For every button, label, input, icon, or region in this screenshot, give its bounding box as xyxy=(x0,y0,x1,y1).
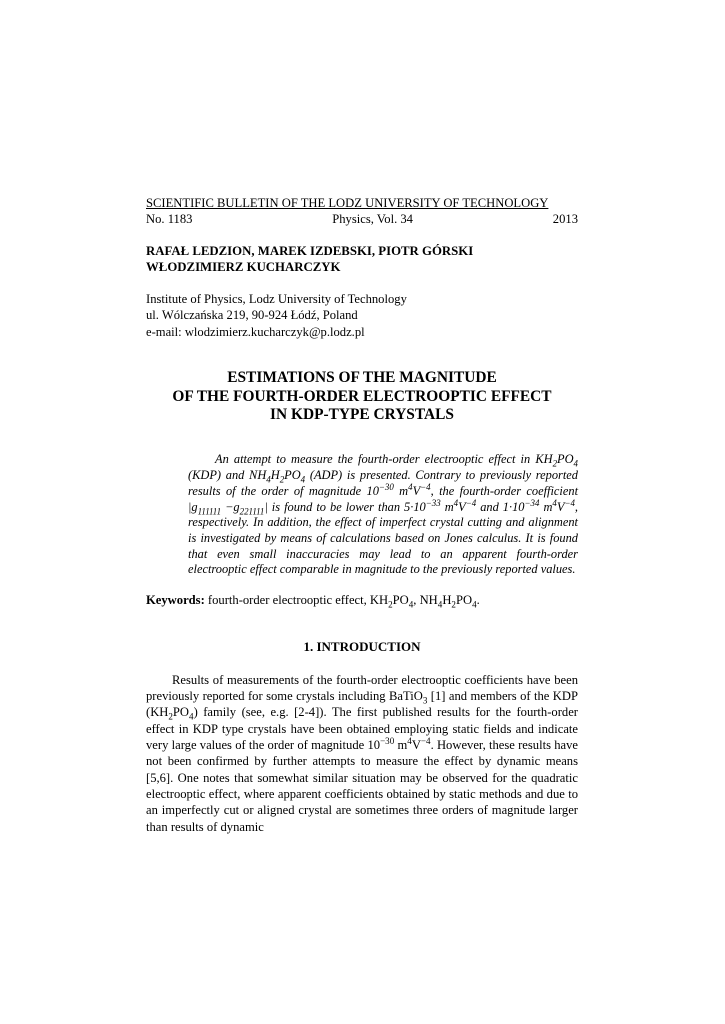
email: e-mail: wlodzimierz.kucharczyk@p.lodz.pl xyxy=(146,324,365,339)
author-line-2: WŁODZIMIERZ KUCHARCZYK xyxy=(146,260,341,275)
issue-volume: Physics, Vol. 34 xyxy=(332,212,413,227)
paper-page xyxy=(146,195,578,835)
paper-title xyxy=(146,369,578,424)
body-paragraph: Results of measurements of the fourth-order electrooptic coefficients have been previously reported for some crystals including BaTiO$_3$ [1] and members of the KDP $(KH_2PO_4)$ family (see, e.g. [2-4]). The first published results for the fourth-order effect in KDP type crystals have been obtained employing static fields and indicate very large values of the order of magnitude $10^{-30}$ $m^4V^{-4}$. However, these results have not been confirmed by further attempts to measure the effect by dynamic means [5,6]. One notes that somewhat similar situation may be observed for the quadratic electrooptic effect, where apparent coefficients obtained by static methods and due to an imperfectly cut or aligned crystal are sometimes three orders of magnitude larger than results of dynamic xyxy=(146,672,578,834)
author-list xyxy=(146,243,578,276)
issue-year: 2013 xyxy=(552,212,578,227)
author-line-1: RAFAŁ LEDZION, MAREK IZDEBSKI, PIOTR GÓRSKI xyxy=(146,243,474,258)
issue-number: No. 1183 xyxy=(146,212,193,227)
issue-row xyxy=(146,211,578,227)
affiliation xyxy=(146,291,578,340)
address: ul. Wólczańska 219, 90-924 Łódź, Poland xyxy=(146,308,358,323)
title-line-2: OF THE FOURTH-ORDER ELECTROOPTIC EFFECT xyxy=(172,387,552,405)
section-heading: 1. INTRODUCTION xyxy=(303,639,421,655)
journal-name: SCIENTIFIC BULLETIN OF THE LODZ UNIVERSITY OF TECHNOLOGY xyxy=(146,196,549,210)
title-line-1: ESTIMATIONS OF THE MAGNITUDE xyxy=(227,369,497,387)
keywords: Keywords: fourth-order electrooptic effect, $KH_2PO_4$, $NH_4H_2PO_4$. xyxy=(146,593,480,610)
keywords-label: Keywords: xyxy=(146,593,205,608)
institute: Institute of Physics, Lodz University of Technology xyxy=(146,292,407,306)
abstract: An attempt to measure the fourth-order electrooptic effect in $KH_2PO_4$ (KDP) and $NH_4H_2PO_4$ (ADP) is presented. Contrary to previously reported results of the order of magnitude $10^{-30}$ $m^4V^{-4}$, the fourth-order coefficient $|g_{111111} -g_{221111}|$ is found to be lower than $5\cdot 10^{-33}$ $m^4V^{-4}$ and $1\cdot 10^{-34}$ $m^4V^{-4}$, respectively. In addition, the effect of imperfect crystal cutting and alignment is investigated by means of calculations based on Jones calculus. It is found that even small inaccuracies may lead to an apparent fourth-order electrooptic effect comparable in magnitude to the previously reported values. xyxy=(188,452,579,577)
title-line-3: IN KDP-TYPE CRYSTALS xyxy=(270,406,454,424)
